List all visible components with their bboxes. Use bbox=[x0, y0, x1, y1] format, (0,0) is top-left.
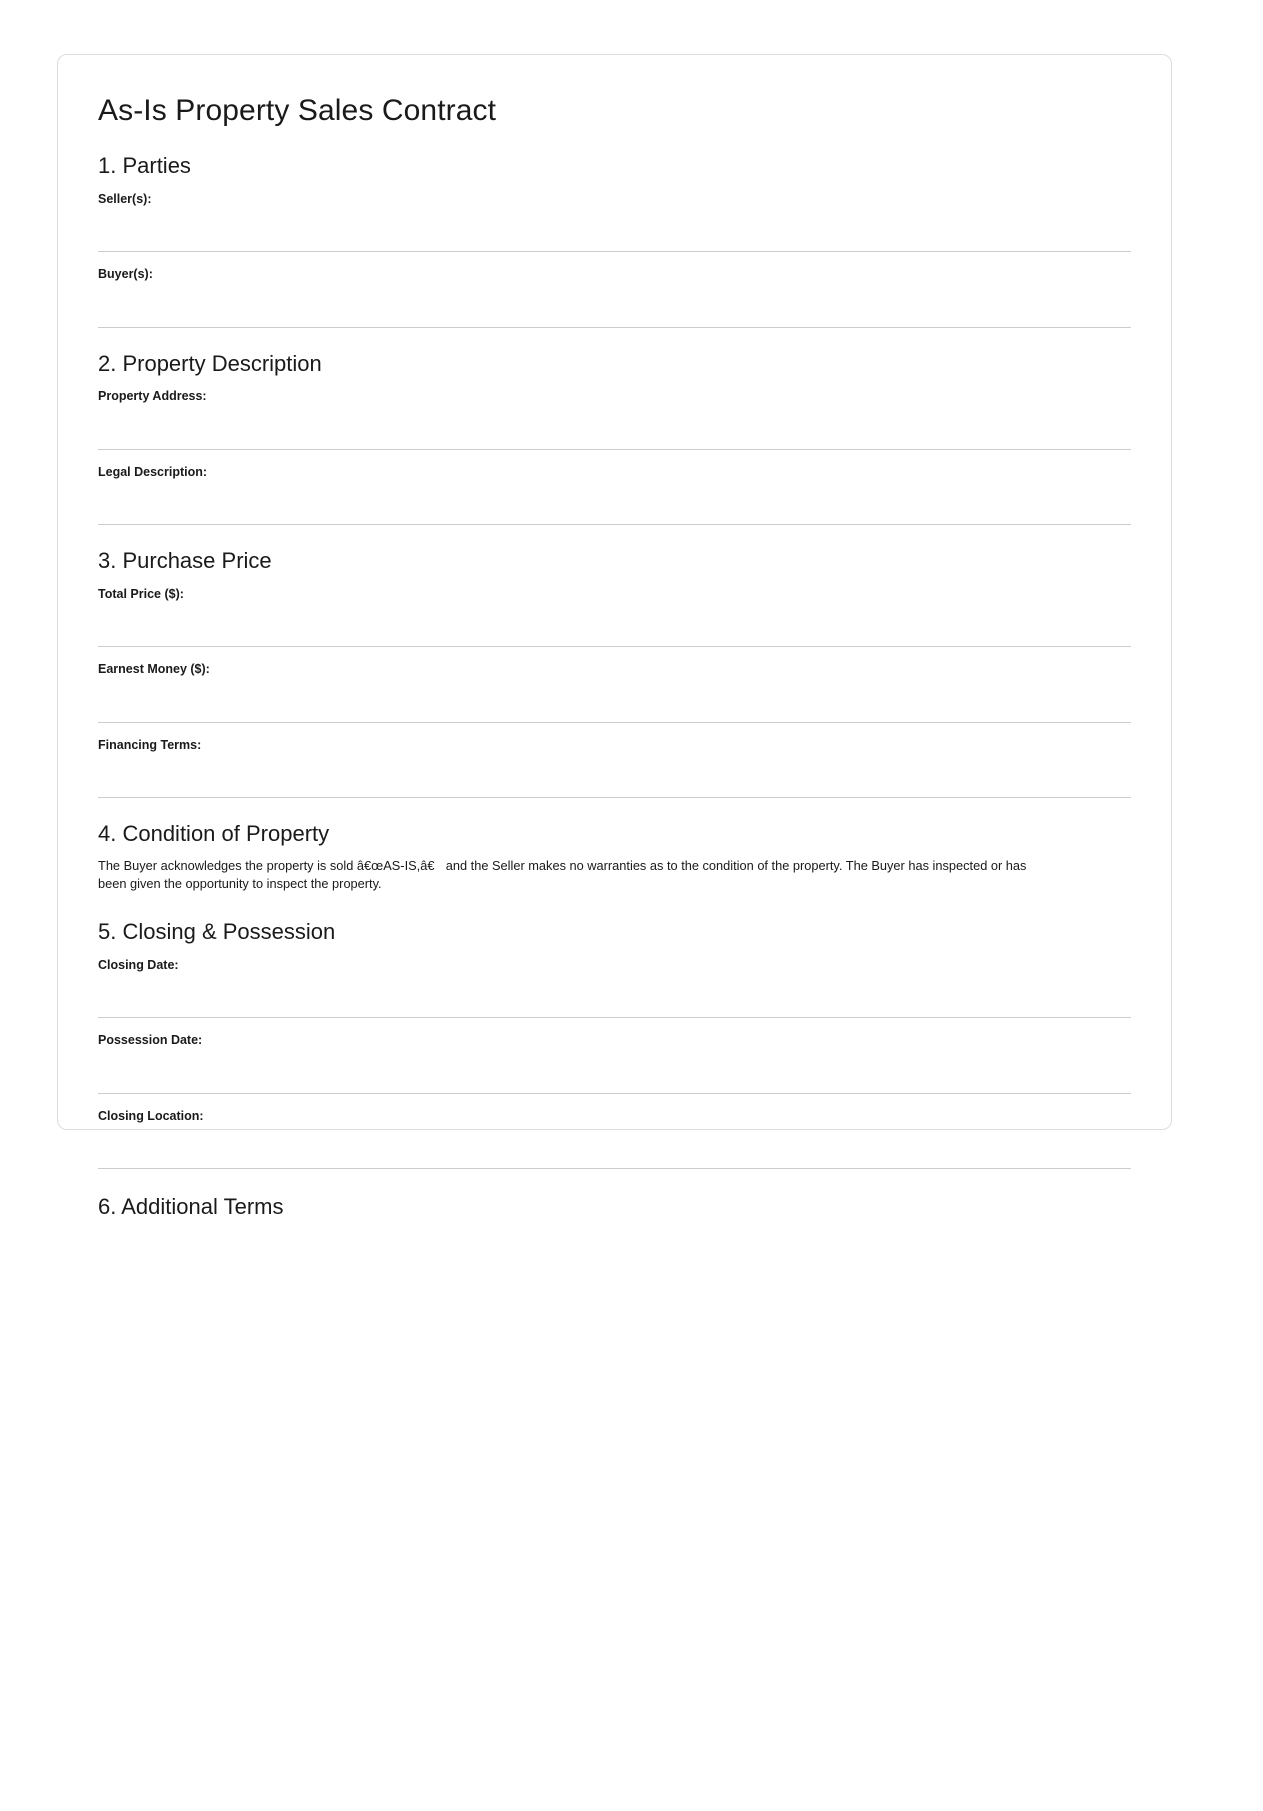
closing-location-input[interactable] bbox=[98, 1129, 1131, 1169]
financing-terms-input[interactable] bbox=[98, 758, 1131, 798]
contract-body bbox=[58, 55, 1171, 1222]
section-property-description bbox=[98, 350, 1131, 526]
section-closing-possession bbox=[98, 918, 1131, 1169]
condition-of-property-paragraph: The Buyer acknowledges the property is sold â€œAS-IS,â€ and the Seller makes no warranties as to the condition of the property. The Buyer has inspected or has been given the opportunity to inspect the property. bbox=[98, 857, 1027, 892]
field-label-total-price: Total Price ($): bbox=[98, 586, 184, 601]
section-heading-closing-possession: 5. Closing & Possession bbox=[98, 918, 336, 944]
total-price-input[interactable] bbox=[98, 607, 1131, 647]
section-heading-parties: 1. Parties bbox=[98, 153, 191, 178]
field-seller bbox=[98, 191, 1131, 253]
field-label-possession-date: Possession Date: bbox=[98, 1033, 203, 1048]
field-label-closing-date: Closing Date: bbox=[98, 957, 179, 972]
section-condition-of-property bbox=[98, 820, 1131, 894]
buyer-input[interactable] bbox=[98, 288, 1131, 328]
field-label-buyer: Buyer(s): bbox=[98, 267, 153, 282]
property-address-input[interactable] bbox=[98, 410, 1131, 450]
field-closing-location bbox=[98, 1108, 1131, 1170]
section-heading-property-description: 2. Property Description bbox=[98, 350, 322, 376]
field-earnest-money bbox=[98, 661, 1131, 723]
closing-date-input[interactable] bbox=[98, 978, 1131, 1018]
seller-input[interactable] bbox=[98, 212, 1131, 252]
field-label-closing-location: Closing Location: bbox=[98, 1108, 204, 1123]
section-heading-condition-of-property: 4. Condition of Property bbox=[98, 821, 330, 847]
section-parties bbox=[98, 152, 1131, 328]
earnest-money-input[interactable] bbox=[98, 683, 1131, 723]
field-legal-description bbox=[98, 464, 1131, 526]
field-possession-date bbox=[98, 1032, 1131, 1094]
field-label-property-address: Property Address: bbox=[98, 389, 207, 404]
page-title: As-Is Property Sales Contract bbox=[98, 94, 497, 127]
section-heading-additional-terms: 6. Additional Terms bbox=[98, 1194, 284, 1220]
field-label-seller: Seller(s): bbox=[98, 191, 152, 206]
field-property-address bbox=[98, 388, 1131, 450]
section-purchase-price bbox=[98, 547, 1131, 798]
field-label-financing-terms: Financing Terms: bbox=[98, 737, 202, 752]
field-total-price bbox=[98, 586, 1131, 648]
section-heading-purchase-price: 3. Purchase Price bbox=[98, 548, 272, 574]
section-additional-terms bbox=[98, 1193, 1131, 1222]
field-label-legal-description: Legal Description: bbox=[98, 464, 208, 479]
field-closing-date bbox=[98, 957, 1131, 1019]
contract-card bbox=[57, 54, 1172, 1220]
field-label-earnest-money: Earnest Money ($): bbox=[98, 662, 210, 677]
field-financing-terms bbox=[98, 737, 1131, 799]
legal-description-input[interactable] bbox=[98, 485, 1131, 525]
field-buyer bbox=[98, 266, 1131, 328]
possession-date-input[interactable] bbox=[98, 1054, 1131, 1094]
